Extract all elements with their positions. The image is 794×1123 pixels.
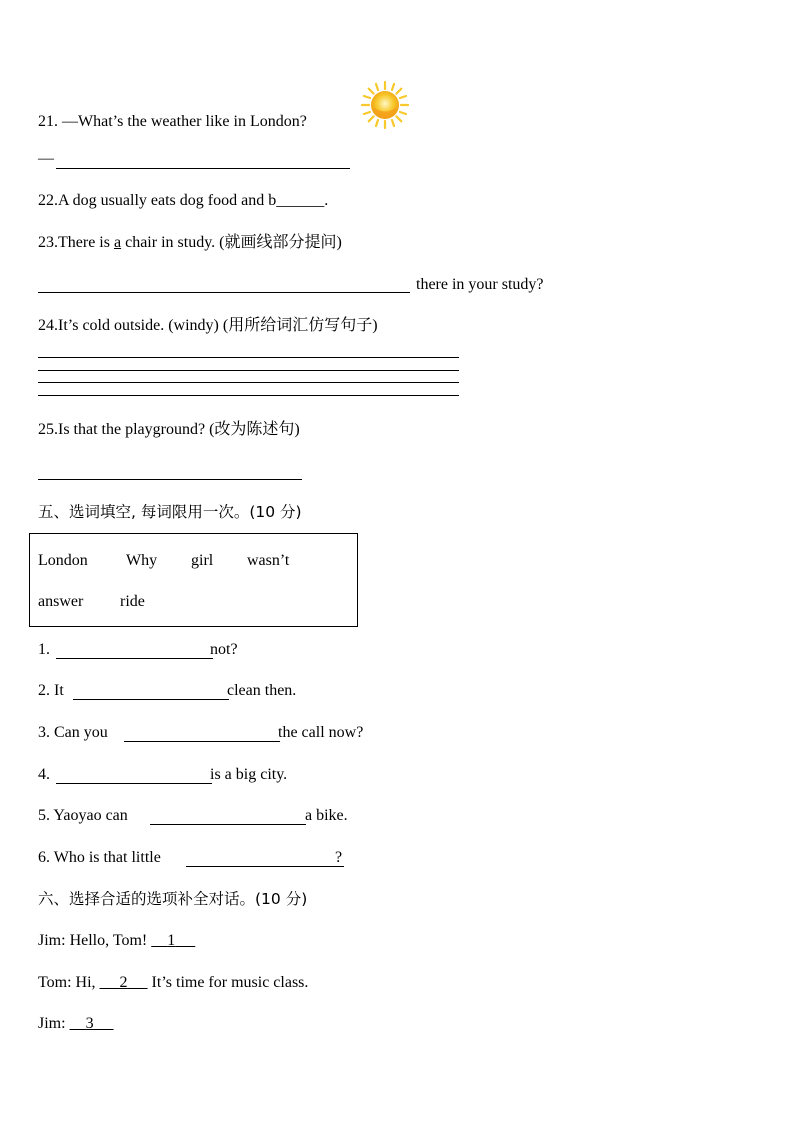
answer-line-24a[interactable] <box>38 357 459 358</box>
fill-item-3-suffix: the call now? <box>278 724 364 741</box>
word-girl: girl <box>191 552 214 569</box>
fill-blank-5[interactable] <box>150 824 306 825</box>
answer-line-24c[interactable] <box>38 382 459 383</box>
sun-icon <box>360 80 410 130</box>
dialogue-line-3: Jim: 3 <box>38 1015 114 1033</box>
q23-suffix: chair in study. (就画线部分提问) <box>121 234 342 251</box>
fill-blank-3[interactable] <box>124 741 280 742</box>
answer-line-25[interactable] <box>38 479 302 480</box>
word-wasnt: wasn’t <box>247 552 290 569</box>
section-6-heading: 六、选择合适的选项补全对话。(10 分) <box>38 890 308 908</box>
fill-item-1-suffix: not? <box>210 641 238 658</box>
fill-item-6: 6. Who is that little <box>38 849 161 866</box>
q23-answer-suffix: there in your study? <box>416 276 544 293</box>
word-answer: answer <box>38 593 84 610</box>
dialogue-blank-2[interactable]: 2 <box>119 974 128 991</box>
fill-item-6-suffix: ? <box>335 849 343 866</box>
dialogue-line-1: Jim: Hello, Tom! 1 <box>38 932 195 950</box>
word-ride: ride <box>120 593 145 610</box>
fill-item-5-suffix: a bike. <box>305 807 348 824</box>
dialogue-blank-1[interactable]: 1 <box>167 932 176 949</box>
fill-item-4: 4. <box>38 766 50 783</box>
question-22: 22.A dog usually eats dog food and b______. <box>38 192 329 209</box>
word-london: London <box>38 552 88 569</box>
word-why: Why <box>126 552 158 569</box>
fill-item-2: 2. It <box>38 682 64 699</box>
question-25: 25.Is that the playground? (改为陈述句) <box>38 421 300 438</box>
q23-underlined-word: a <box>113 234 122 251</box>
dialogue-blank-3[interactable]: 3 <box>85 1015 94 1032</box>
answer-line-23[interactable] <box>38 292 410 293</box>
word-bank-box <box>29 533 358 627</box>
fill-item-4-suffix: is a big city. <box>210 766 288 783</box>
answer-line-24d[interactable] <box>38 395 459 396</box>
fill-blank-4[interactable] <box>56 783 212 784</box>
fill-item-5: 5. Yaoyao can <box>38 807 128 824</box>
question-23 <box>38 234 342 252</box>
fill-item-1: 1. <box>38 641 50 658</box>
answer-line-24b[interactable] <box>38 370 459 371</box>
q23-prefix: 23.There is <box>38 234 114 251</box>
question-24: 24.It’s cold outside. (windy) (用所给词汇仿写句子) <box>38 317 378 334</box>
dialogue-line-2: Tom: Hi, 2 It’s time for music class. <box>38 974 309 991</box>
answer-dash: — <box>38 150 54 167</box>
fill-blank-1[interactable] <box>56 658 213 659</box>
section-5-heading: 五、选词填空, 每词限用一次。(10 分) <box>38 503 302 521</box>
fill-item-3: 3. Can you <box>38 724 108 741</box>
fill-blank-6[interactable] <box>186 866 344 867</box>
fill-item-2-suffix: clean then. <box>227 682 297 699</box>
answer-line-21[interactable] <box>56 168 350 169</box>
fill-blank-2[interactable] <box>73 699 229 700</box>
question-21: 21. —What’s the weather like in London? <box>38 113 307 130</box>
